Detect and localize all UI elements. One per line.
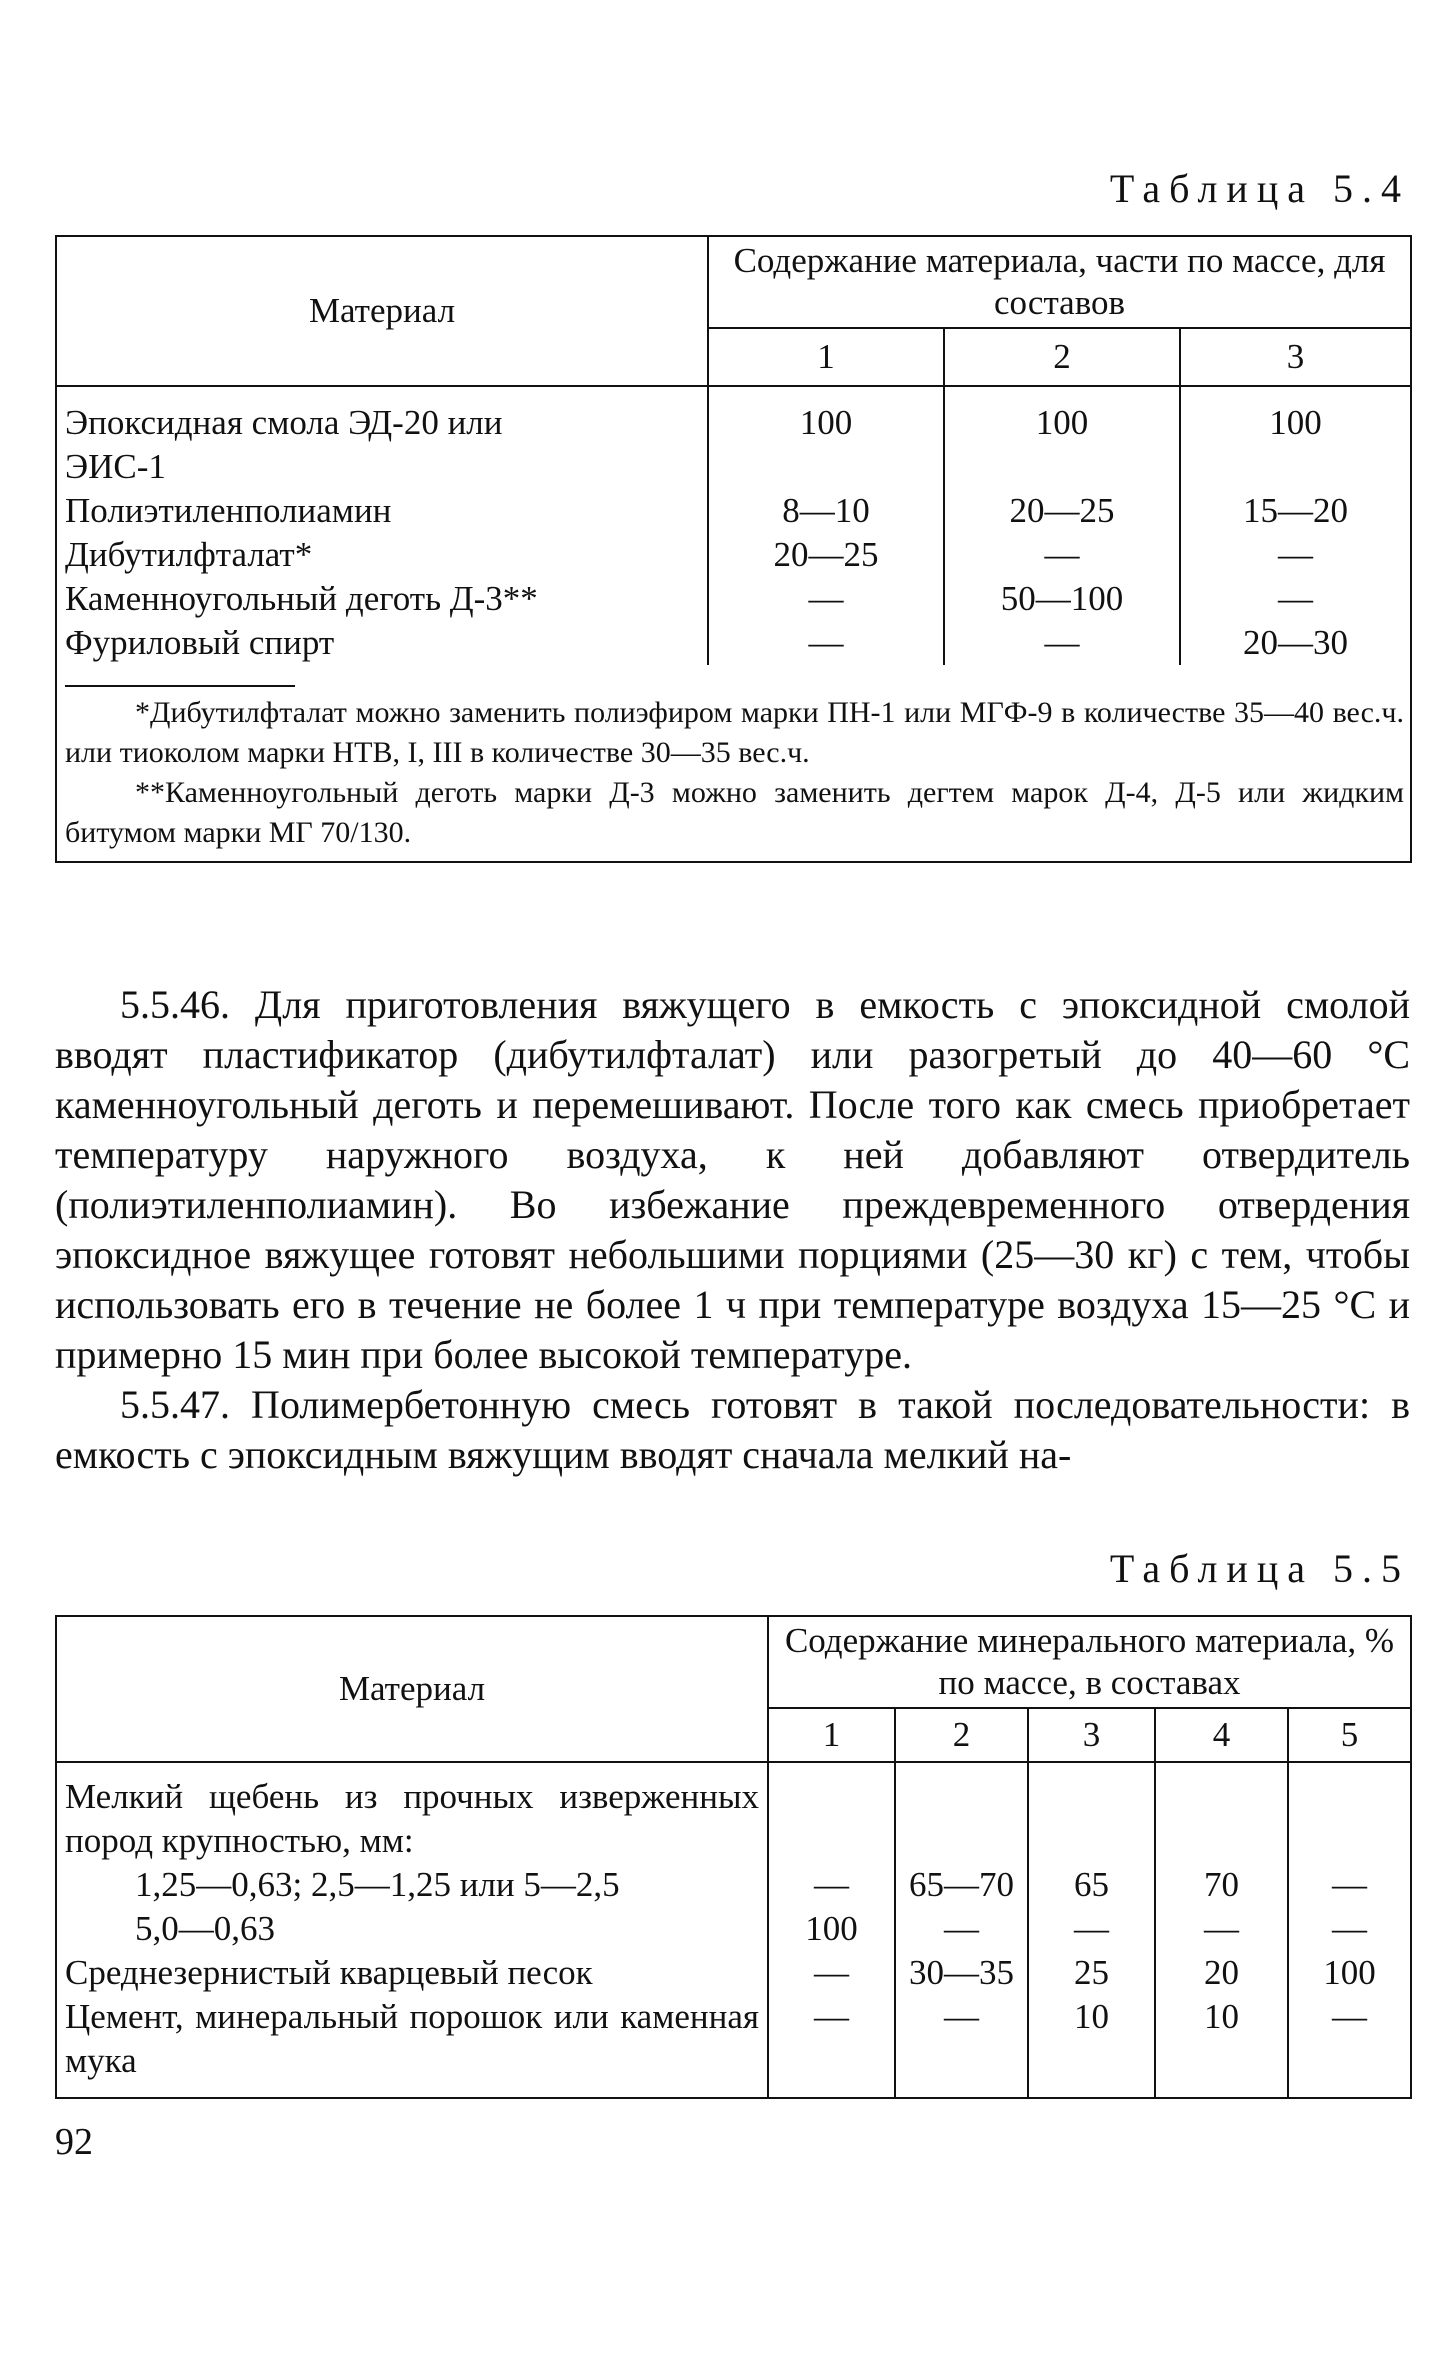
table-row-material: ЭИС-1 xyxy=(65,447,166,486)
table-cell: — xyxy=(944,1997,979,2036)
table-5-4 xyxy=(55,235,1412,863)
table-row-material: Полиэтиленполиамин xyxy=(65,491,392,530)
table-cell: 8—10 xyxy=(782,491,870,530)
table-cell: — xyxy=(1332,1909,1368,1948)
table-5-5-values-col-2 xyxy=(895,1762,1028,2098)
table-cell: 25 xyxy=(1074,1953,1109,1992)
table-row-material: Среднезернистый кварцевый песок xyxy=(65,1953,593,1992)
table-5-4-material-column xyxy=(56,386,708,665)
table-5-4-caption: Таблица 5.4 xyxy=(1109,166,1410,211)
table-cell: 50—100 xyxy=(1000,579,1124,618)
table-5-5-values-col-1 xyxy=(768,1762,895,2098)
table-cell: — xyxy=(1044,535,1080,574)
table-cell: — xyxy=(1204,1909,1239,1948)
table-cell: 70 xyxy=(1204,1865,1239,1904)
table-5-4-header-group: Содержание материала, части по массе, для составов xyxy=(708,236,1411,328)
table-cell: 65—70 xyxy=(909,1865,1014,1904)
table-cell: 20—25 xyxy=(1009,491,1115,530)
table-cell: 100 xyxy=(799,403,853,442)
table-cell: — xyxy=(944,1909,979,1948)
table-cell: — xyxy=(1332,1997,1368,2036)
table-cell: 10 xyxy=(1204,1997,1239,2036)
table-cell: 100 xyxy=(1035,403,1089,442)
table-cell: — xyxy=(808,579,844,618)
table-5-4-values-col-3 xyxy=(1180,386,1411,665)
table-row-material: Мелкий щебень из прочных изверженных пород крупностью, мм: xyxy=(65,1777,759,1860)
table-row-material: Эпоксидная смола ЭД-20 или xyxy=(65,403,503,442)
table-5-5-col-4: 4 xyxy=(1155,1708,1288,1762)
paragraph: 5.5.47. Полимербетонную смесь готовят в такой последовательности: в емкость с эпоксидным вяжущим вводят сначала мелкий на- xyxy=(55,1382,1410,1477)
table-cell: — xyxy=(814,1953,849,1992)
table-5-5-header-group: Содержание минерального материала, % по массе, в составах xyxy=(768,1616,1411,1708)
paragraph: 5.5.46. Для приготовления вяжущего в емкость с эпоксидной смолой вводят пластификатор (дибутилфталат) или разогретый до 40—60 °С каменноугольный деготь и перемешивают. После того как смесь приобретает температуру наружного воздуха, к ней добавляют отвердитель (полиэтиленполиамин). Во избежание преждевременного отвердения эпоксидное вяжущее готовят небольшими порциями (25—30 кг) с тем, чтобы использовать его в течение не более 1 ч при температуре воздуха 15—25 °С и примерно 15 мин при более высокой температуре. xyxy=(55,982,1410,1377)
table-cell: — xyxy=(1074,1909,1109,1948)
table-5-5-material-column xyxy=(56,1762,768,2098)
footnote: **Каменноугольный деготь марки Д-3 можно заменить дегтем марок Д-4, Д-5 или жидким битумом марки МГ 70/130. xyxy=(65,776,1405,849)
table-cell: 10 xyxy=(1074,1997,1109,2036)
table-5-5-caption: Таблица 5.5 xyxy=(1109,1546,1410,1591)
table-5-4-values-col-1 xyxy=(708,386,944,665)
page-number: 92 xyxy=(55,2121,93,2163)
table-5-5-values-col-5 xyxy=(1288,1762,1411,2098)
table-cell: 20—25 xyxy=(773,535,879,574)
table-cell: 30—35 xyxy=(909,1953,1014,1992)
table-cell: 100 xyxy=(1269,403,1322,442)
table-cell: 100 xyxy=(1323,1953,1376,1992)
table-cell: 15—20 xyxy=(1243,491,1349,530)
table-5-4-col-1: 1 xyxy=(708,328,944,386)
table-cell: — xyxy=(1278,579,1314,618)
table-5-4-values-col-2 xyxy=(944,386,1180,665)
table-cell: — xyxy=(814,1997,849,2036)
table-cell: — xyxy=(1044,623,1080,662)
table-5-4-col-3: 3 xyxy=(1180,328,1411,386)
table-cell: 100 xyxy=(805,1909,858,1948)
table-row-material: Цемент, минеральный порошок или каменная мука xyxy=(65,1997,759,2080)
table-cell: 65 xyxy=(1074,1865,1109,1904)
footnote-rule xyxy=(65,685,295,687)
table-row-material: 1,25—0,63; 2,5—1,25 или 5—2,5 xyxy=(135,1865,620,1904)
table-5-5-values-col-4 xyxy=(1155,1762,1288,2098)
table-5-5-header-material: Материал xyxy=(56,1616,768,1762)
body-text xyxy=(55,980,1410,1480)
table-cell: — xyxy=(1332,1865,1368,1904)
table-cell: — xyxy=(814,1865,849,1904)
table-5-4-footnotes xyxy=(56,665,1411,862)
table-5-4-col-2: 2 xyxy=(944,328,1180,386)
table-row-material: Каменноугольный деготь Д-3** xyxy=(65,579,538,618)
table-5-5-col-2: 2 xyxy=(895,1708,1028,1762)
table-row-material: Фуриловый спирт xyxy=(65,623,335,662)
table-cell: 20—30 xyxy=(1243,623,1349,662)
table-cell: 20 xyxy=(1204,1953,1239,1992)
table-5-5 xyxy=(55,1615,1412,2099)
table-5-5-col-5: 5 xyxy=(1288,1708,1411,1762)
table-cell: — xyxy=(808,623,844,662)
table-cell: — xyxy=(1278,535,1314,574)
footnote: *Дибутилфталат можно заменить полиэфиром марки ПН-1 или МГФ-9 в количестве 35—40 вес.ч. или тиоколом марки НТВ, I, III в количестве 30—35 вес.ч. xyxy=(65,696,1405,769)
table-5-5-col-1: 1 xyxy=(768,1708,895,1762)
table-row-material: Дибутилфталат* xyxy=(65,535,313,574)
table-5-5-col-3: 3 xyxy=(1028,1708,1155,1762)
table-row-material: 5,0—0,63 xyxy=(135,1909,275,1948)
table-5-5-values-col-3 xyxy=(1028,1762,1155,2098)
table-5-4-header-material: Материал xyxy=(56,236,708,386)
